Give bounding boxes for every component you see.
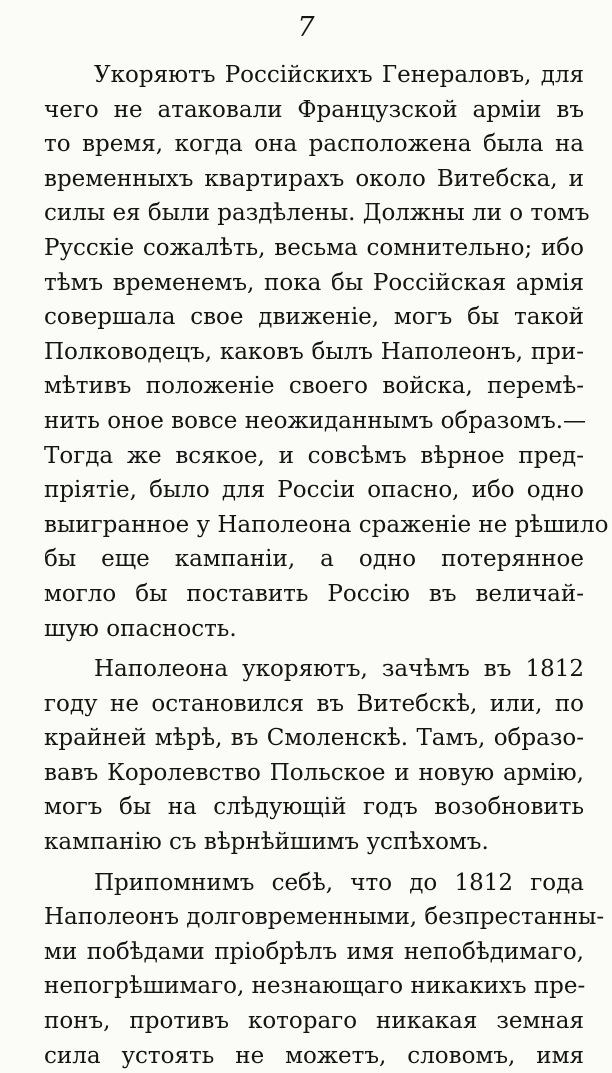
text-line: году не остановился въ Витебскѣ, или, по xyxy=(44,690,584,717)
text-line: Укоряютъ Россійскихъ Генераловъ, для xyxy=(94,62,584,88)
text-line: могъ бы на слѣдующій годъ возобновить xyxy=(44,794,584,821)
text-line: понъ, противъ котораго никакая земная xyxy=(44,1008,584,1035)
body-text xyxy=(44,58,609,1073)
text-line: непогрѣшимаго, незнающаго никакихъ пре- xyxy=(44,973,586,1000)
text-line: мѣтивъ положеніе своего войска, перемѣ- xyxy=(44,373,584,400)
text-line: крайней мѣрѣ, въ Смоленскѣ. Тамъ, образо- xyxy=(44,725,584,752)
text-line: бы еще кампаніи, а одно потерянное xyxy=(44,546,584,573)
text-line: тѣмъ временемъ, пока бы Россійская армія xyxy=(44,269,584,296)
text-line: чего не атаковали Французской арміи въ xyxy=(44,96,584,123)
text-line: временныхъ квартирахъ около Витебска, и xyxy=(44,165,584,192)
text-line: Припомнимъ себѣ, что до 1812 года xyxy=(94,869,584,896)
text-line: вавъ Королевство Польское и новую армію, xyxy=(44,759,584,786)
text-line: нить оное вовсе неожиданнымъ образомъ.— xyxy=(44,407,587,434)
page-number: 7 xyxy=(297,12,315,43)
text-line: Полководецъ, каковъ былъ Наполеонъ, при- xyxy=(44,338,584,365)
text-line: силы ея были раздѣлены. Должны ли о томъ xyxy=(44,200,590,227)
text-line: ми побѣдами пріобрѣлъ имя непобѣдимаго, xyxy=(44,938,584,965)
text-line: пріятіе, было для Россіи опасно, ибо одно xyxy=(44,477,584,504)
paragraph xyxy=(44,866,605,1073)
text-line: то время, когда она расположена была на xyxy=(44,131,584,158)
text-line: Наполеона укоряютъ, зачѣмъ въ 1812 xyxy=(94,656,584,683)
text-line: совершала свое движеніе, могъ бы такой xyxy=(44,304,584,331)
paragraph xyxy=(44,652,584,860)
text-line: Тогда же всякое, и совсѣмъ вѣрное пред- xyxy=(44,442,584,469)
text-line: шую опасность. xyxy=(44,615,237,642)
text-line: Русскіе сожалѣть, весьма сомнительно; ибо xyxy=(44,234,584,261)
text-line: кампанію съ вѣрнѣйшимъ успѣхомъ. xyxy=(44,829,489,856)
text-line: выигранное у Наполеона сраженіе не рѣшило xyxy=(44,511,609,538)
paragraph xyxy=(44,58,609,646)
text-line: Наполеонъ долговременными, безпрестанны- xyxy=(44,904,605,931)
text-line: могло бы поставить Россію въ величай- xyxy=(44,580,584,607)
text-line: сила устоять не можетъ, словомъ, имя xyxy=(44,1042,584,1069)
